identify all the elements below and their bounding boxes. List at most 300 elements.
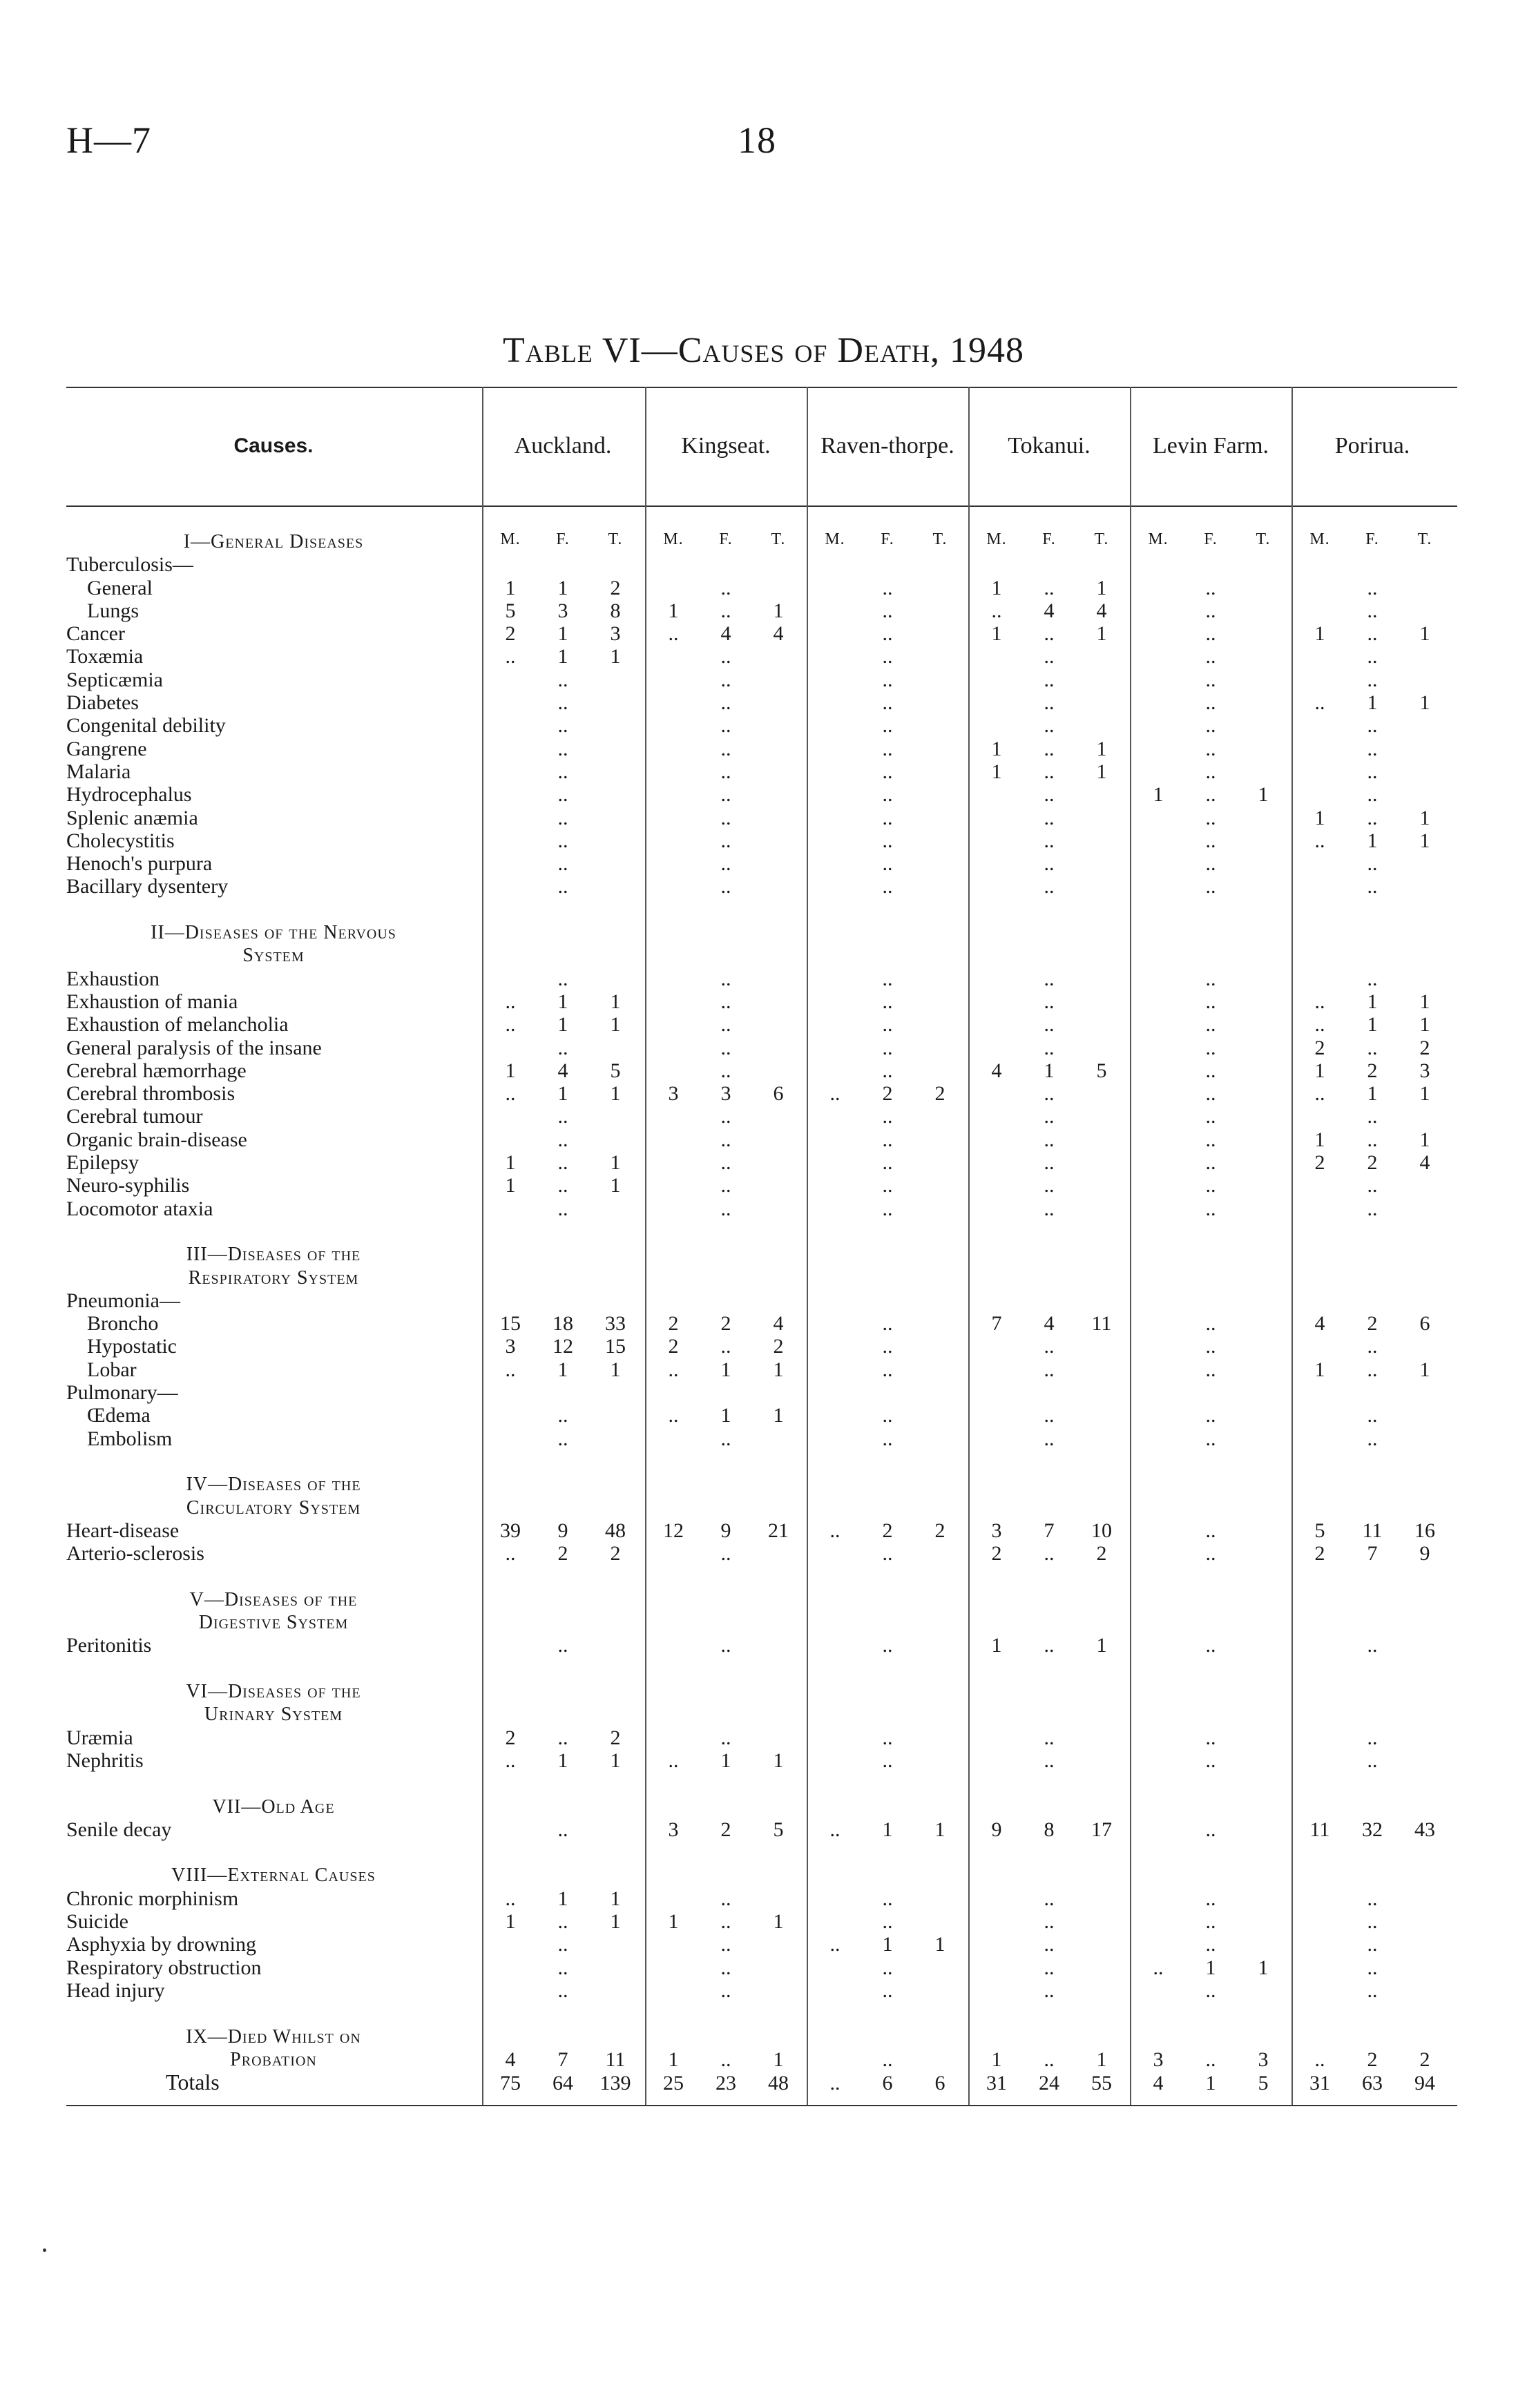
table-cell bbox=[814, 1197, 856, 1220]
table-cell bbox=[1242, 807, 1285, 829]
table-cell bbox=[489, 1795, 532, 1818]
table-cell bbox=[1403, 645, 1446, 668]
institution-header: Tokanui. bbox=[1008, 433, 1091, 459]
table-cell: .. bbox=[1044, 738, 1055, 760]
table-cell bbox=[757, 1197, 800, 1220]
table-cell: 1 bbox=[610, 1082, 621, 1105]
table-cell: .. bbox=[829, 1818, 841, 1841]
table-cell bbox=[594, 691, 637, 714]
table-cell: 1 bbox=[1096, 622, 1107, 645]
table-cell: .. bbox=[1205, 1634, 1216, 1657]
table-cell: 1 bbox=[773, 1358, 784, 1381]
table-cell: 8 bbox=[610, 599, 621, 622]
table-cell: 2 bbox=[1419, 1037, 1430, 1059]
table-cell bbox=[814, 1289, 856, 1312]
table-cell: .. bbox=[557, 1174, 568, 1197]
total-cell: 94 bbox=[1414, 2072, 1435, 2094]
table-cell bbox=[919, 1059, 961, 1082]
table-cell bbox=[1080, 1680, 1123, 1703]
total-cell: 1 bbox=[1205, 2072, 1216, 2094]
table-cell bbox=[814, 967, 856, 990]
sex-subheader: F. bbox=[1204, 530, 1218, 548]
table-cell bbox=[1298, 530, 1341, 553]
table-cell bbox=[814, 829, 856, 852]
table-cell: 3 bbox=[505, 1335, 516, 1358]
table-cell bbox=[1298, 668, 1341, 691]
table-cell: 1 bbox=[557, 1082, 568, 1105]
table-cell bbox=[757, 714, 800, 737]
header-bottom-rule bbox=[66, 505, 1457, 507]
table-cell bbox=[919, 530, 961, 553]
table-cell bbox=[1242, 1611, 1285, 1634]
table-cell bbox=[814, 1105, 856, 1128]
table-cell bbox=[1242, 1151, 1285, 1174]
table-cell bbox=[1242, 530, 1285, 553]
table-cell bbox=[1137, 1887, 1180, 1910]
table-cell bbox=[489, 1128, 532, 1151]
table-cell bbox=[919, 760, 961, 783]
table-cell: 1 bbox=[505, 1059, 516, 1082]
table-cell bbox=[866, 1864, 909, 1887]
table-cell bbox=[1080, 1404, 1123, 1427]
table-cell: 2 bbox=[610, 1726, 621, 1749]
table-cell bbox=[594, 1864, 637, 1887]
table-cell bbox=[1242, 714, 1285, 737]
table-cell: 2 bbox=[720, 1312, 731, 1335]
table-cell bbox=[1298, 1887, 1341, 1910]
table-cell bbox=[652, 1588, 695, 1611]
table-cell bbox=[1137, 1680, 1180, 1703]
table-cell: .. bbox=[882, 875, 893, 898]
table-cell: .. bbox=[557, 714, 568, 737]
total-cell: 64 bbox=[553, 2072, 573, 2094]
table-cell bbox=[594, 829, 637, 852]
table-cell: 1 bbox=[610, 1174, 621, 1197]
table-cell: .. bbox=[829, 1933, 841, 1956]
table-cell bbox=[975, 1496, 1018, 1519]
table-cell: .. bbox=[882, 990, 893, 1013]
table-cell bbox=[919, 1726, 961, 1749]
table-cell bbox=[919, 1037, 961, 1059]
table-cell bbox=[919, 599, 961, 622]
table-cell: .. bbox=[505, 1749, 516, 1772]
institution-header: Porirua. bbox=[1334, 433, 1410, 459]
table-cell: .. bbox=[1044, 1910, 1055, 1933]
table-cell bbox=[1242, 1128, 1285, 1151]
table-cell bbox=[489, 1473, 532, 1496]
cause-label: Suicide bbox=[66, 1910, 128, 1933]
table-cell: .. bbox=[720, 1013, 731, 1036]
table-cell bbox=[489, 1703, 532, 1726]
table-cell bbox=[919, 2048, 961, 2071]
table-cell bbox=[1242, 668, 1285, 691]
table-cell bbox=[814, 2048, 856, 2071]
table-cell bbox=[1351, 1473, 1394, 1496]
table-cell bbox=[1403, 1795, 1446, 1818]
table-cell bbox=[594, 1634, 637, 1657]
column-separator bbox=[645, 387, 646, 2105]
table-cell: 4 bbox=[1314, 1312, 1325, 1335]
table-cell bbox=[652, 807, 695, 829]
table-cell bbox=[652, 1266, 695, 1289]
table-cell: .. bbox=[1044, 1749, 1055, 1772]
table-cell bbox=[1351, 1864, 1394, 1887]
table-cell: 1 bbox=[991, 622, 1002, 645]
table-cell: .. bbox=[1044, 852, 1055, 875]
table-cell: .. bbox=[720, 738, 731, 760]
sex-subheader: M. bbox=[1309, 530, 1330, 548]
table-cell: .. bbox=[1367, 1128, 1378, 1151]
table-cell: .. bbox=[1205, 1726, 1216, 1749]
table-cell bbox=[814, 990, 856, 1013]
table-cell bbox=[814, 807, 856, 829]
table-cell: .. bbox=[1044, 967, 1055, 990]
table-cell bbox=[489, 1381, 532, 1404]
table-cell: .. bbox=[557, 1151, 568, 1174]
table-cell bbox=[1137, 1910, 1180, 1933]
table-cell: .. bbox=[882, 783, 893, 806]
table-cell bbox=[1080, 1496, 1123, 1519]
table-cell: 15 bbox=[500, 1312, 521, 1335]
table-cell bbox=[704, 1795, 747, 1818]
table-cell bbox=[757, 1864, 800, 1887]
table-cell: .. bbox=[1205, 1335, 1216, 1358]
table-cell bbox=[1298, 1680, 1341, 1703]
table-cell bbox=[1080, 1082, 1123, 1105]
table-cell bbox=[1137, 599, 1180, 622]
table-cell bbox=[1351, 1243, 1394, 1266]
section-heading: III—Diseases of the bbox=[186, 1244, 361, 1265]
table-cell bbox=[1403, 1726, 1446, 1749]
table-cell bbox=[1242, 967, 1285, 990]
table-cell bbox=[594, 852, 637, 875]
table-cell bbox=[652, 852, 695, 875]
table-cell: .. bbox=[882, 1197, 893, 1220]
table-cell bbox=[919, 1013, 961, 1036]
table-cell: 2 bbox=[505, 622, 516, 645]
table-cell: 1 bbox=[991, 2048, 1002, 2071]
table-cell bbox=[489, 1243, 532, 1266]
table-cell: .. bbox=[720, 760, 731, 783]
table-cell: .. bbox=[557, 783, 568, 806]
table-cell: 2 bbox=[1367, 1059, 1378, 1082]
table-cell bbox=[652, 1542, 695, 1565]
cause-label: Organic brain-disease bbox=[66, 1128, 247, 1151]
table-cell: 1 bbox=[991, 738, 1002, 760]
table-cell: .. bbox=[720, 829, 731, 852]
table-cell bbox=[1403, 1289, 1446, 1312]
table-cell: .. bbox=[1205, 1519, 1216, 1542]
section-heading: Digestive System bbox=[198, 1612, 349, 1633]
table-cell: .. bbox=[1205, 807, 1216, 829]
table-cell: .. bbox=[1044, 1151, 1055, 1174]
table-cell: .. bbox=[1367, 668, 1378, 691]
table-cell: .. bbox=[1314, 2048, 1325, 2071]
table-cell bbox=[1137, 1358, 1180, 1381]
table-cell bbox=[919, 1243, 961, 1266]
table-cell: 1 bbox=[1367, 1013, 1378, 1036]
table-cell bbox=[1028, 1680, 1070, 1703]
table-cell bbox=[975, 1404, 1018, 1427]
table-cell: 3 bbox=[610, 622, 621, 645]
table-cell bbox=[704, 1680, 747, 1703]
table-cell bbox=[594, 1427, 637, 1450]
table-cell: .. bbox=[557, 1037, 568, 1059]
cause-label: Cholecystitis bbox=[66, 829, 175, 852]
cause-label: Respiratory obstruction bbox=[66, 1956, 262, 1979]
table-cell: .. bbox=[1367, 783, 1378, 806]
table-cell bbox=[652, 990, 695, 1013]
table-cell bbox=[1242, 1910, 1285, 1933]
table-cell: .. bbox=[1044, 1634, 1055, 1657]
table-cell: .. bbox=[1367, 875, 1378, 898]
section-heading: II—Diseases of the Nervous bbox=[151, 922, 396, 943]
table-cell: 11 bbox=[1309, 1818, 1330, 1841]
table-cell bbox=[652, 1933, 695, 1956]
table-cell: .. bbox=[1367, 1749, 1378, 1772]
table-cell bbox=[919, 1634, 961, 1657]
table-cell bbox=[1242, 1887, 1285, 1910]
table-cell bbox=[541, 1795, 584, 1818]
table-cell bbox=[1298, 783, 1341, 806]
table-cell: .. bbox=[1205, 1933, 1216, 1956]
table-cell: 1 bbox=[557, 577, 568, 599]
table-cell bbox=[975, 1013, 1018, 1036]
sex-subheader: F. bbox=[1365, 530, 1379, 548]
table-cell bbox=[866, 553, 909, 576]
table-cell: .. bbox=[882, 1037, 893, 1059]
table-cell bbox=[594, 1979, 637, 2002]
table-cell bbox=[1242, 577, 1285, 599]
table-cell: 1 bbox=[610, 1749, 621, 1772]
table-cell: 2 bbox=[934, 1082, 945, 1105]
table-cell bbox=[1137, 1289, 1180, 1312]
table-cell bbox=[975, 1795, 1018, 1818]
table-cell bbox=[1028, 1496, 1070, 1519]
table-cell: 1 bbox=[1367, 691, 1378, 714]
table-cell: 6 bbox=[1419, 1312, 1430, 1335]
table-cell: 1 bbox=[1419, 1082, 1430, 1105]
table-cell bbox=[814, 1542, 856, 1565]
table-cell: 43 bbox=[1414, 1818, 1435, 1841]
table-cell bbox=[975, 921, 1018, 944]
table-cell bbox=[1242, 1703, 1285, 1726]
table-cell: .. bbox=[557, 1956, 568, 1979]
table-cell bbox=[1028, 944, 1070, 967]
table-cell bbox=[1189, 1381, 1232, 1404]
cause-label: Diabetes bbox=[66, 691, 139, 714]
table-cell bbox=[919, 577, 961, 599]
table-cell bbox=[652, 1611, 695, 1634]
table-cell bbox=[489, 944, 532, 967]
table-cell bbox=[1080, 921, 1123, 944]
table-cell: .. bbox=[882, 1910, 893, 1933]
table-cell bbox=[489, 738, 532, 760]
table-cell bbox=[1189, 1243, 1232, 1266]
table-cell: .. bbox=[1205, 668, 1216, 691]
table-cell bbox=[757, 783, 800, 806]
table-cell: .. bbox=[882, 1404, 893, 1427]
table-cell bbox=[594, 760, 637, 783]
table-cell: .. bbox=[505, 990, 516, 1013]
table-cell bbox=[1137, 1864, 1180, 1887]
table-cell: .. bbox=[1367, 807, 1378, 829]
table-cell: .. bbox=[557, 1910, 568, 1933]
table-cell: 1 bbox=[1314, 1358, 1325, 1381]
sex-subheader: F. bbox=[556, 530, 570, 548]
table-cell bbox=[1351, 553, 1394, 576]
table-cell bbox=[919, 1795, 961, 1818]
table-cell: .. bbox=[1367, 1979, 1378, 2002]
table-cell: .. bbox=[1367, 1427, 1378, 1450]
total-cell: 31 bbox=[1309, 2072, 1330, 2094]
table-cell bbox=[1137, 622, 1180, 645]
table-cell bbox=[1403, 1680, 1446, 1703]
table-cell bbox=[1298, 1266, 1341, 1289]
table-cell bbox=[1403, 1197, 1446, 1220]
table-cell bbox=[652, 1381, 695, 1404]
table-cell bbox=[1080, 1289, 1123, 1312]
cause-label: Henoch's purpura bbox=[66, 852, 213, 875]
table-cell bbox=[1137, 1381, 1180, 1404]
table-cell bbox=[652, 1289, 695, 1312]
table-cell bbox=[652, 668, 695, 691]
table-cell: 2 bbox=[882, 1519, 893, 1542]
table-cell: 5 bbox=[505, 599, 516, 622]
cause-label: Hypostatic bbox=[66, 1335, 177, 1358]
table-cell: .. bbox=[1044, 1979, 1055, 2002]
table-cell bbox=[1242, 1749, 1285, 1772]
table-cell: .. bbox=[557, 807, 568, 829]
table-cell bbox=[814, 1243, 856, 1266]
table-cell bbox=[1137, 1703, 1180, 1726]
table-cell bbox=[594, 1956, 637, 1979]
table-cell bbox=[866, 530, 909, 553]
sex-subheader: M. bbox=[825, 530, 845, 548]
section-heading: System bbox=[242, 945, 305, 966]
table-cell: 3 bbox=[668, 1082, 679, 1105]
table-cell bbox=[975, 1910, 1018, 1933]
table-cell bbox=[1080, 783, 1123, 806]
table-cell: 1 bbox=[1314, 622, 1325, 645]
institution-header: Raven-thorpe. bbox=[820, 433, 954, 459]
table-cell bbox=[757, 691, 800, 714]
table-cell bbox=[1080, 1611, 1123, 1634]
table-cell: .. bbox=[1367, 967, 1378, 990]
table-cell bbox=[757, 1588, 800, 1611]
page-speck bbox=[43, 2248, 46, 2252]
table-cell: .. bbox=[720, 1037, 731, 1059]
institution-header: Auckland. bbox=[514, 433, 612, 459]
table-cell: .. bbox=[882, 1059, 893, 1082]
table-cell bbox=[919, 1749, 961, 1772]
table-cell bbox=[594, 1128, 637, 1151]
table-cell bbox=[594, 944, 637, 967]
table-cell: .. bbox=[557, 967, 568, 990]
table-cell bbox=[866, 1473, 909, 1496]
cause-label: Cerebral tumour bbox=[66, 1105, 203, 1128]
table-cell bbox=[1080, 829, 1123, 852]
table-cell: .. bbox=[882, 807, 893, 829]
table-cell: .. bbox=[1314, 990, 1325, 1013]
table-cell bbox=[1298, 553, 1341, 576]
table-cell bbox=[652, 783, 695, 806]
table-cell: .. bbox=[882, 852, 893, 875]
table-cell bbox=[1137, 1312, 1180, 1335]
table-cell bbox=[814, 1381, 856, 1404]
table-cell bbox=[757, 1128, 800, 1151]
table-cell bbox=[757, 1266, 800, 1289]
table-cell: .. bbox=[557, 829, 568, 852]
table-cell bbox=[1298, 738, 1341, 760]
table-cell: .. bbox=[1367, 1197, 1378, 1220]
table-cell: .. bbox=[720, 1151, 731, 1174]
table-cell: .. bbox=[557, 1933, 568, 1956]
table-cell bbox=[1403, 1588, 1446, 1611]
table-cell: .. bbox=[557, 1197, 568, 1220]
table-cell: 1 bbox=[557, 1749, 568, 1772]
table-cell bbox=[1080, 852, 1123, 875]
table-cell: .. bbox=[1205, 783, 1216, 806]
table-cell bbox=[975, 1174, 1018, 1197]
table-cell bbox=[1028, 1243, 1070, 1266]
table-cell: .. bbox=[1044, 1197, 1055, 1220]
table-cell bbox=[814, 1404, 856, 1427]
table-cell bbox=[757, 1496, 800, 1519]
total-cell: 4 bbox=[1153, 2072, 1164, 2094]
table-cell bbox=[1242, 622, 1285, 645]
table-cell: .. bbox=[882, 1151, 893, 1174]
table-cell bbox=[757, 577, 800, 599]
table-cell bbox=[489, 1289, 532, 1312]
table-cell bbox=[1080, 1473, 1123, 1496]
sex-subheader: T. bbox=[1417, 530, 1432, 548]
table-cell bbox=[594, 921, 637, 944]
table-cell: .. bbox=[1205, 1037, 1216, 1059]
table-cell bbox=[919, 1105, 961, 1128]
table-cell bbox=[1403, 921, 1446, 944]
table-cell bbox=[1242, 875, 1285, 898]
table-cell bbox=[1242, 1381, 1285, 1404]
table-cell bbox=[1403, 1956, 1446, 1979]
table-cell bbox=[1403, 944, 1446, 967]
sex-subheader: M. bbox=[663, 530, 684, 548]
cause-label: Arterio-sclerosis bbox=[66, 1542, 204, 1565]
table-cell bbox=[652, 1151, 695, 1174]
table-cell bbox=[1403, 1473, 1446, 1496]
table-cell bbox=[1242, 1634, 1285, 1657]
table-cell bbox=[1242, 1335, 1285, 1358]
table-cell: 9 bbox=[1419, 1542, 1430, 1565]
table-cell: .. bbox=[720, 1933, 731, 1956]
table-cell bbox=[594, 530, 637, 553]
table-cell bbox=[1137, 1128, 1180, 1151]
table-cell bbox=[919, 1611, 961, 1634]
table-cell bbox=[652, 2025, 695, 2048]
table-cell: .. bbox=[1205, 1749, 1216, 1772]
table-cell: .. bbox=[1205, 1910, 1216, 1933]
cause-label: Neuro-syphilis bbox=[66, 1174, 190, 1197]
table-cell: .. bbox=[1367, 1887, 1378, 1910]
table-cell bbox=[1080, 645, 1123, 668]
table-cell bbox=[489, 967, 532, 990]
table-cell bbox=[489, 1611, 532, 1634]
sex-subheader: M. bbox=[1148, 530, 1169, 548]
table-cell bbox=[757, 1105, 800, 1128]
table-cell bbox=[1080, 1588, 1123, 1611]
table-cell bbox=[1242, 1933, 1285, 1956]
table-cell: 1 bbox=[610, 1013, 621, 1036]
